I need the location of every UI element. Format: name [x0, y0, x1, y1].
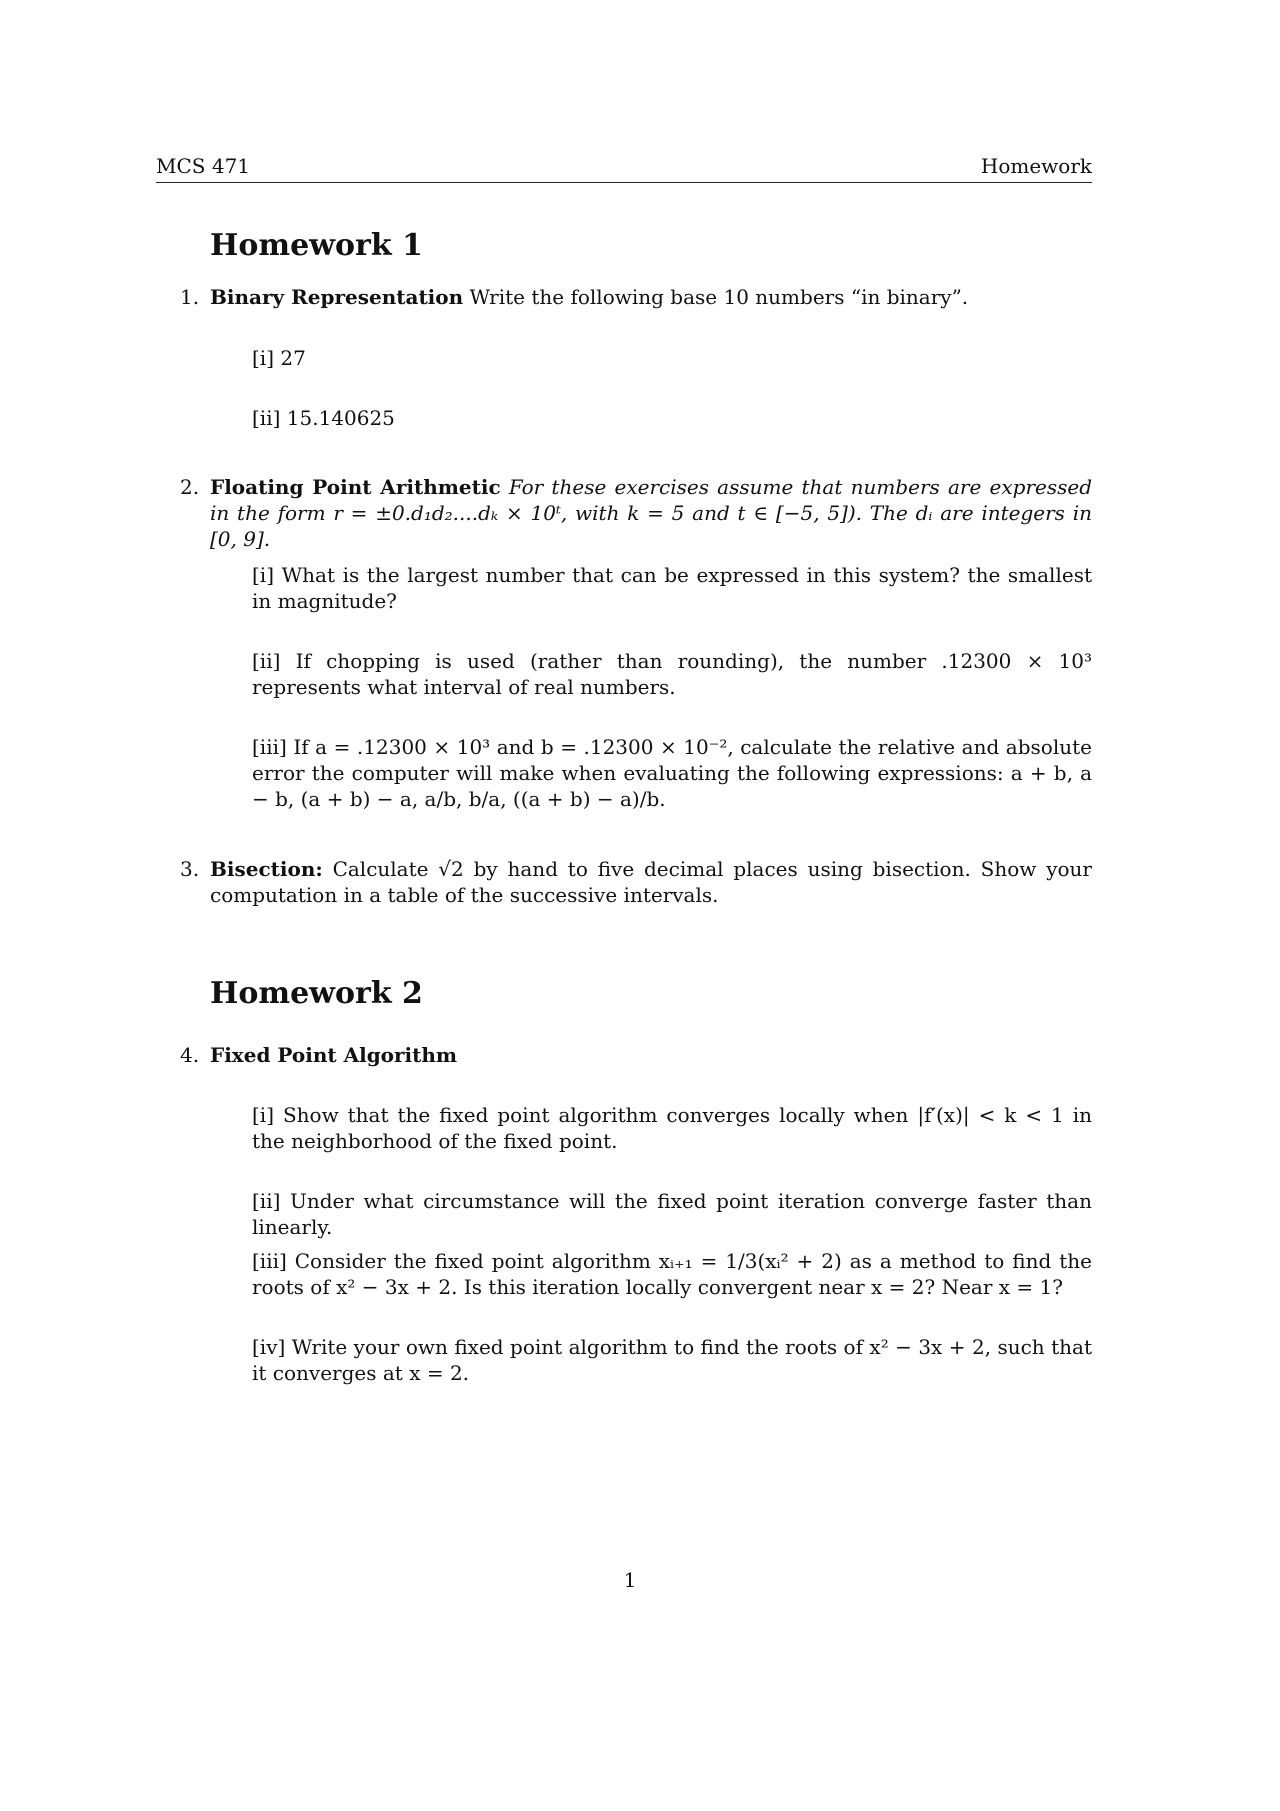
problem-2-part-i [210, 562, 1092, 614]
problem-number: 3. [180, 857, 200, 881]
problem-text: Calculate √2 by hand to five decimal places using bisection. Show your computation in a table of the successive intervals. [210, 857, 1092, 907]
problem-4 [156, 1042, 1092, 1068]
problem-2 [156, 474, 1092, 552]
problem-heading: Bisection: [210, 857, 323, 881]
part-text: [iv] Write your own fixed point algorithm to find the roots of x² − 3x + 2, such that it converges at x = 2. [252, 1335, 1092, 1385]
problem-heading: Floating Point Arithmetic [210, 475, 501, 499]
problem-intro-b: , with k = 5 and t ∈ [−5, 5]). The dᵢ are integers in [0, 9]. [210, 501, 1092, 551]
problem-formula: r = ±0.d₁d₂....dₖ × 10ᵗ [333, 501, 561, 525]
part-text: [iii] If a = .12300 × 10³ and b = .12300 × 10⁻², calculate the relative and absolute error the computer will make when evaluating the following expressions: a + b, a − b, (a + b) − a, a/b, b/a, ((a + b) − a)/b. [252, 735, 1092, 811]
problem-number: 1. [180, 285, 200, 309]
problem-1-item-ii: [ii] 15.140625 [252, 406, 395, 430]
problem-3 [156, 856, 1092, 908]
problem-4-part-iv [210, 1334, 1092, 1386]
problem-intro-a: For these exercises assume that numbers are expressed in the form [210, 475, 1093, 525]
running-header [156, 154, 1092, 183]
problem-2-part-iii [210, 734, 1092, 812]
part-text: [ii] Under what circumstance will the fixed point iteration converge faster than linearly. [252, 1189, 1092, 1239]
course-code: MCS 471 [156, 154, 251, 178]
problem-number: 2. [180, 475, 200, 499]
problem-heading: Binary Representation [210, 285, 464, 309]
problem-1-item-i: [i] 27 [252, 346, 306, 370]
problem-1 [156, 284, 1092, 310]
problem-text: Write the following base 10 numbers “in binary”. [463, 285, 969, 309]
part-text: [ii] If chopping is used (rather than rounding), the number .12300 × 10³ represents what interval of real numbers. [252, 649, 1092, 699]
part-text: [i] Show that the fixed point algorithm converges locally when |f′(x)| < k < 1 in the neighborhood of the fixed point. [252, 1103, 1092, 1153]
problem-number: 4. [180, 1043, 200, 1067]
part-text: [iii] Consider the fixed point algorithm xᵢ₊₁ = 1/3(xᵢ² + 2) as a method to find the roots of x² − 3x + 2. Is this iteration locally convergent near x = 2? Near x = 1? [252, 1249, 1092, 1299]
problem-4-part-ii [210, 1188, 1092, 1240]
page-number: 1 [623, 1568, 637, 1592]
section-title-hw2: Homework 2 [210, 976, 423, 1011]
problem-heading: Fixed Point Algorithm [210, 1043, 458, 1067]
problem-2-part-ii [210, 648, 1092, 700]
problem-4-part-i [210, 1102, 1092, 1154]
problem-4-part-iii [210, 1248, 1092, 1300]
header-label: Homework [980, 154, 1092, 178]
section-title-hw1: Homework 1 [210, 228, 423, 263]
part-text: [i] What is the largest number that can be expressed in this system? the smallest in magnitude? [252, 563, 1092, 613]
